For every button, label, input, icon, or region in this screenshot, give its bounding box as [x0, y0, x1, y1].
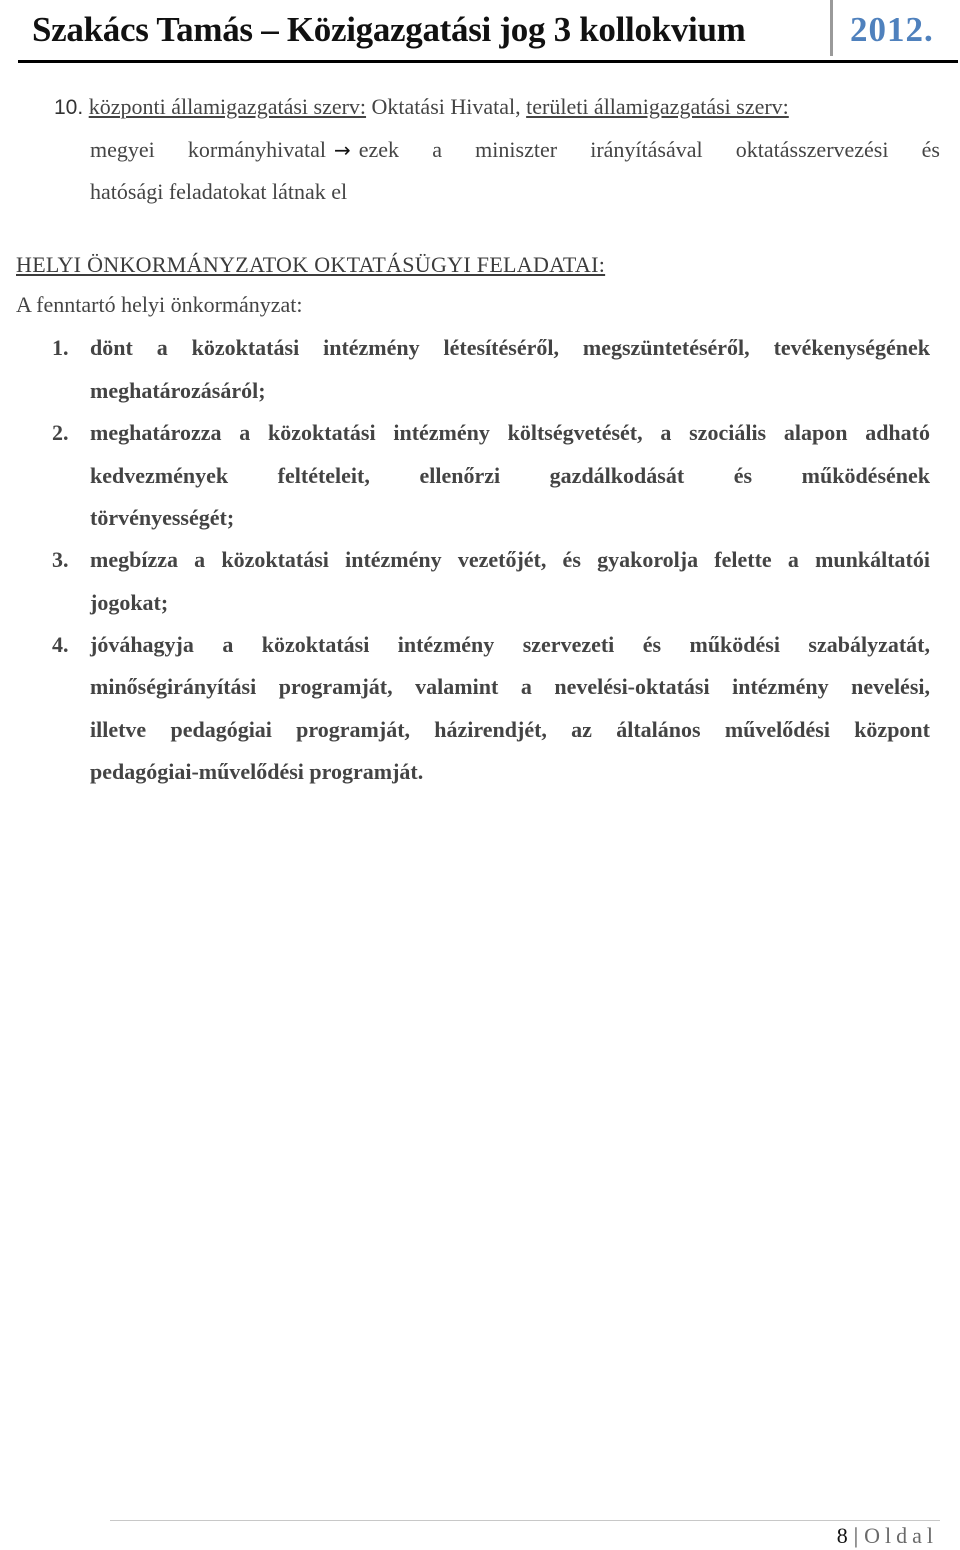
item10-line2 — [90, 135, 940, 165]
list-item-line: minőségirányítási programját, valamint a nevelési-oktatási intézmény nevelési, — [90, 674, 930, 699]
central-authority-value: Oktatási Hivatal, — [366, 94, 527, 119]
page-footer — [837, 1523, 938, 1549]
list-item-line: meghatározza a közoktatási intézmény költségvetését, a szociális alapon adható — [90, 420, 930, 445]
section-intro: A fenntartó helyi önkormányzat: — [16, 292, 303, 317]
section-heading: HELYI ÖNKORMÁNYZATOK OKTATÁSÜGYI FELADATAI: — [16, 252, 606, 277]
list-item-line: megbízza a közoktatási intézmény vezetőjét, és gyakorolja felette a munkáltatói — [90, 547, 930, 572]
list-item-line: kedvezmények feltételeit, ellenőrzi gazdálkodását és működésének — [90, 463, 930, 488]
arrow-right-icon: → — [334, 138, 351, 162]
list-item-line: dönt a közoktatási intézmény létesítéséről, megszüntetéséről, tevékenységének — [90, 335, 930, 360]
page-label: Oldal — [864, 1523, 938, 1548]
list-item-line: jóváhagyja a közoktatási intézmény szervezeti és működési szabályzatát, — [90, 632, 930, 657]
list-item-number: 4. — [52, 632, 69, 657]
header-year: 2012. — [850, 10, 934, 49]
header-separator — [830, 0, 833, 56]
item10-line2-rest: ezek a miniszter irányításával oktatásszervezési és — [358, 137, 940, 162]
footer-rule — [110, 1520, 940, 1521]
list-item-number: 1. — [52, 335, 69, 360]
list-item-number: 2. — [52, 420, 69, 445]
list-item-line: illetve pedagógiai programját, házirendjét, az általános művelődési központ — [90, 717, 930, 742]
list-item-line: törvényességét; — [90, 505, 235, 530]
central-authority-label: központi államigazgatási szerv: — [88, 94, 367, 119]
list-item-line: jogokat; — [90, 590, 169, 615]
list-item-line: meghatározásáról; — [90, 378, 266, 403]
page-number: 8 — [836, 1523, 848, 1548]
list-item-number: 3. — [52, 547, 69, 572]
page-header — [18, 8, 958, 63]
item10-line1 — [54, 92, 930, 123]
item10-number: 10. — [54, 96, 84, 119]
county-office-label: megyei kormányhivatal — [90, 137, 326, 162]
list-item-line: pedagógiai-művelődési programját. — [90, 759, 424, 784]
territorial-authority-label: területi államigazgatási szerv: — [526, 94, 789, 119]
item10-line3: hatósági feladatokat látnak el — [90, 179, 348, 204]
footer-separator: | — [853, 1523, 859, 1548]
header-title: Szakács Tamás – Közigazgatási jog 3 kollokvium — [32, 10, 746, 49]
